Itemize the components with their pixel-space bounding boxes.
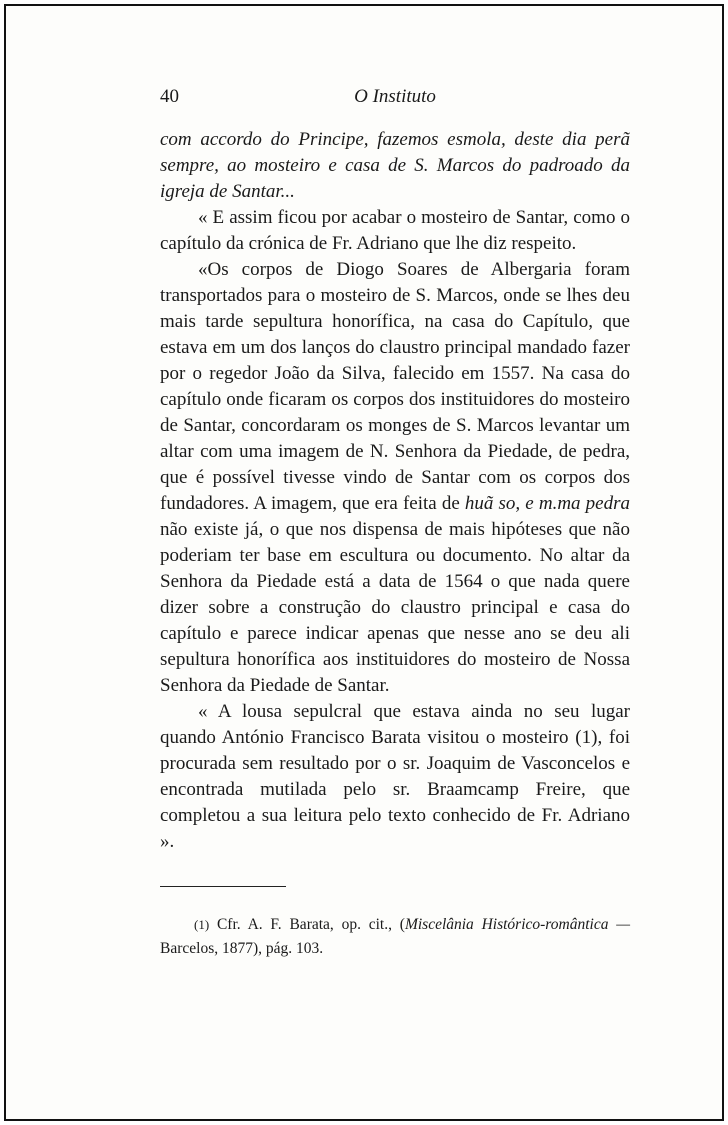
running-title: O Instituto [354,86,436,107]
paragraph-3-text: «Os corpos de Diogo Soares de Albergaria foram transportados para o mosteiro de S. Marcos, onde se lhes deu mais tarde sepultura honorífica, na casa do Capítulo, que estava em um dos lanços do claustro principal mandado fazer por o regedor João da Silva, falecido em 1557. Na casa do capítulo onde ficaram os corpos dos instituidores do mosteiro de Santar, concordaram os monges de S. Marcos levantar um altar com uma imagem de N. Senhora da Piedade, de pedra, que é possível tivesse vindo de Santar com os corpos dos fundadores. A imagem, que era feita de [160,259,630,514]
footnote-divider [160,886,286,887]
footnote-1 [160,913,630,961]
paragraph-3 [160,257,630,699]
footnote-text: Cfr. A. F. Barata, op. cit., ( [216,916,405,933]
paragraph-3-text-end: não existe já, o que nos dispensa de mais hipóteses que não poderiam ter base em escultura ou documento. No altar da Senhora da Piedade está a data de 1564 o que nada quere dizer sobre a construção do claustro principal e casa do capítulo e parece indicar apenas que nesse ano se deu ali sepultura honorífica aos instituidores do mosteiro de Nossa Senhora da Piedade de Santar. [160,519,630,696]
paragraph-4-text: « A lousa sepulcral que estava ainda no seu lugar quando António Francisco Barata visitou o mosteiro [160,701,630,748]
paragraph-3-italic-quote: huã so, e m.ma pedra [464,493,630,514]
paragraph-1: com accordo do Principe, fazemos esmola, deste dia perã sempre, ao mosteiro e casa de S. Marcos do padroado da igreja de Santar... [160,129,630,202]
footnote-mark: (1) [194,917,210,932]
page-number: 40 [160,86,179,107]
footnote-italic-title: Miscelânia Histórico-romântica — [404,916,631,933]
footnote-text-end: Barcelos, 1877), pág. 103. [160,940,324,957]
footnote-reference[interactable]: (1) [575,727,598,748]
paragraph-4-text-end: , foi procurada sem resultado por o sr. Joaquim de Vasconcelos e encontrada mutilada pelo sr. Braamcamp Freire, que completou a sua leitura pelo texto conhecido de Fr. Adriano ». [160,727,630,852]
page-header [160,86,630,114]
paragraph-2: « E assim ficou por acabar o mosteiro de Santar, como o capítulo da crónica de Fr. Adriano que lhe diz respeito. [160,207,630,254]
paragraph-4 [160,699,630,855]
body-text [160,127,630,855]
footnotes [160,913,630,961]
